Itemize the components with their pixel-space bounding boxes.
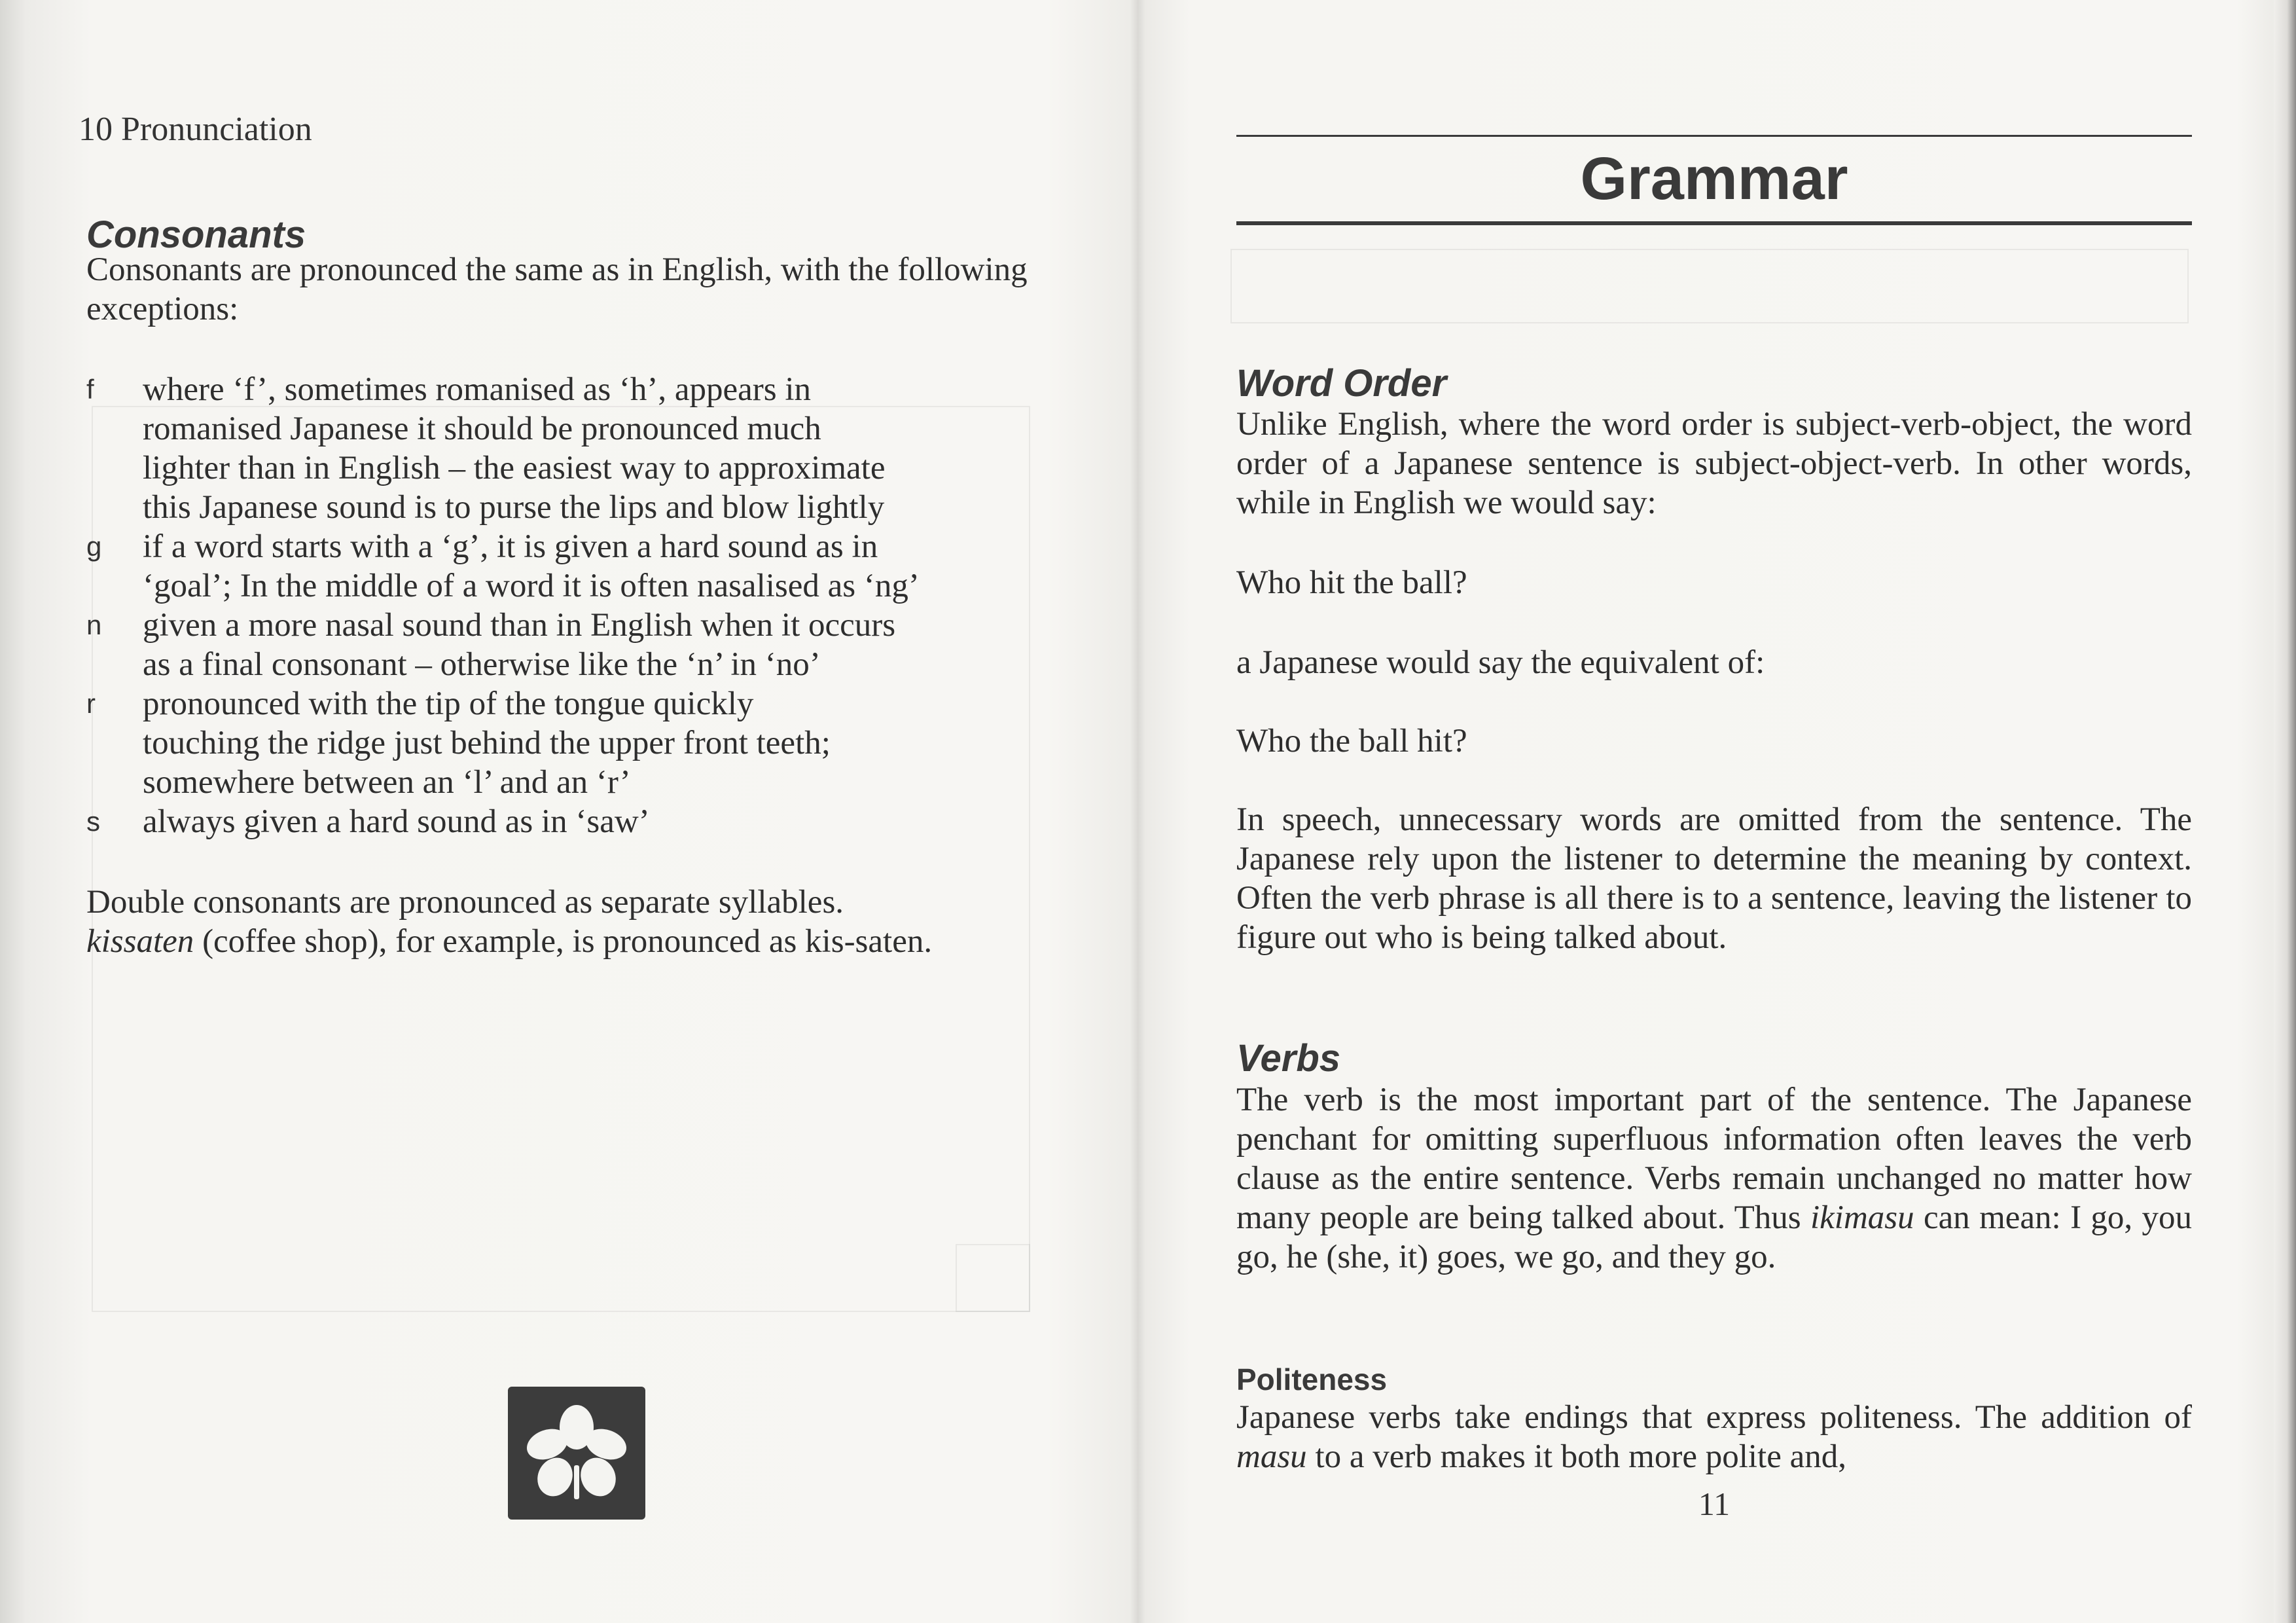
example-sentence-japanese: Who the ball hit? — [1236, 723, 1467, 759]
consonants-intro: Consonants are pronounced the same as in English, with the following exceptions: — [86, 251, 1028, 327]
consonant-description — [143, 527, 1042, 606]
speech-paragraph: In speech, unnecessary words are omitted from the sentence. The Japanese rely upon the listener to determine the meaning by context. Often the verb phrase is all there is to a sentence, leaving the listener to figure out who is being talked about. — [1236, 801, 2192, 956]
description-line: pronounced with the tip of the tongue quickly — [143, 685, 754, 722]
japanese-term: masu — [1236, 1438, 1307, 1475]
description-line: touching the ridge just behind the upper front teeth; — [143, 725, 831, 761]
verbs-paragraph — [1236, 1080, 2192, 1277]
consonant-letter: r — [86, 688, 96, 719]
page-edge-shadow — [2274, 0, 2296, 1623]
verbs-text-after: can mean: I go, you go, he (she, it) goes, we go, and they go. — [1236, 1199, 2192, 1275]
page-number: 11 — [1698, 1486, 1731, 1522]
description-line: lighter than in English – the easiest way to approximate — [143, 450, 886, 486]
politeness-text-after: to a verb makes it both more polite and, — [1306, 1438, 1846, 1475]
publisher-logo — [508, 1387, 645, 1520]
consonant-letter: n — [86, 610, 102, 640]
bleed-through-table-inner — [956, 1244, 1030, 1312]
list-item — [86, 527, 1042, 606]
consonant-letter: f — [86, 374, 94, 405]
japanese-term: kissaten — [86, 923, 194, 960]
list-item — [86, 802, 1042, 841]
title-rule-top — [1236, 135, 2192, 137]
title-rule-bottom — [1236, 221, 2192, 225]
consonant-description — [143, 684, 1042, 802]
description-line: always given a hard sound as in ‘saw’ — [143, 803, 650, 840]
description-line: where ‘f’, sometimes romanised as ‘h’, appears in — [143, 371, 812, 408]
consonant-description — [143, 802, 1042, 841]
politeness-paragraph — [1236, 1398, 2192, 1476]
list-item — [86, 370, 1042, 527]
double-consonants-line1: Double consonants are pronounced as separate syllables. — [86, 884, 844, 921]
consonant-description — [143, 370, 1042, 527]
consonants-heading: Consonants — [86, 213, 306, 256]
description-line: if a word starts with a ‘g’, it is given a hard sound as in — [143, 528, 878, 565]
word-order-paragraph: Unlike English, where the word order is subject-verb-object, the word order of a Japanese sentence is subject-object-verb. In other words, while in English we would say: — [1236, 406, 2192, 521]
page-title: Grammar — [1580, 145, 1848, 212]
bleed-through-block — [1230, 249, 2189, 323]
description-line: this Japanese sound is to purse the lips and blow lightly — [143, 489, 885, 526]
politeness-heading: Politeness — [1236, 1362, 1388, 1396]
description-line: somewhere between an ‘l’ and an ‘r’ — [143, 764, 631, 801]
list-item — [86, 684, 1042, 802]
japanese-term: ikimasu — [1810, 1199, 1914, 1236]
verbs-heading: Verbs — [1236, 1037, 1341, 1080]
word-order-heading: Word Order — [1236, 362, 1447, 405]
book-gutter — [1130, 0, 1145, 1623]
double-consonants-rest: (coffee shop), for example, is pronounced as kis-saten. — [194, 923, 933, 960]
example-sentence-english: Who hit the ball? — [1236, 564, 1467, 601]
consonant-description — [143, 606, 1042, 684]
description-line: as a final consonant – otherwise like the ‘n’ in ‘no’ — [143, 646, 821, 683]
consonant-exceptions-list — [86, 370, 1042, 841]
flower-icon — [508, 1387, 645, 1520]
consonant-letter: s — [86, 806, 100, 837]
double-consonants-paragraph — [86, 883, 1042, 961]
politeness-text-before: Japanese verbs take endings that express politeness. The addition of — [1236, 1399, 2192, 1436]
description-line: ‘goal’; In the middle of a word it is often nasalised as ‘ng’ — [143, 568, 920, 604]
running-header: 10 Pronunciation — [79, 111, 312, 148]
description-line: given a more nasal sound than in English when it occurs — [143, 607, 896, 644]
description-line: romanised Japanese it should be pronounced much — [143, 410, 821, 447]
consonant-letter: g — [86, 531, 102, 562]
word-order-transition: a Japanese would say the equivalent of: — [1236, 644, 1765, 681]
list-item — [86, 606, 1042, 684]
verbs-text-before: The verb is the most important part of the sentence. The Japanese penchant for omitting superfluous information often leaves the verb clause as the entire sentence. Verbs remain unchanged no matter how many people are being talked about. Thus — [1236, 1082, 2192, 1236]
